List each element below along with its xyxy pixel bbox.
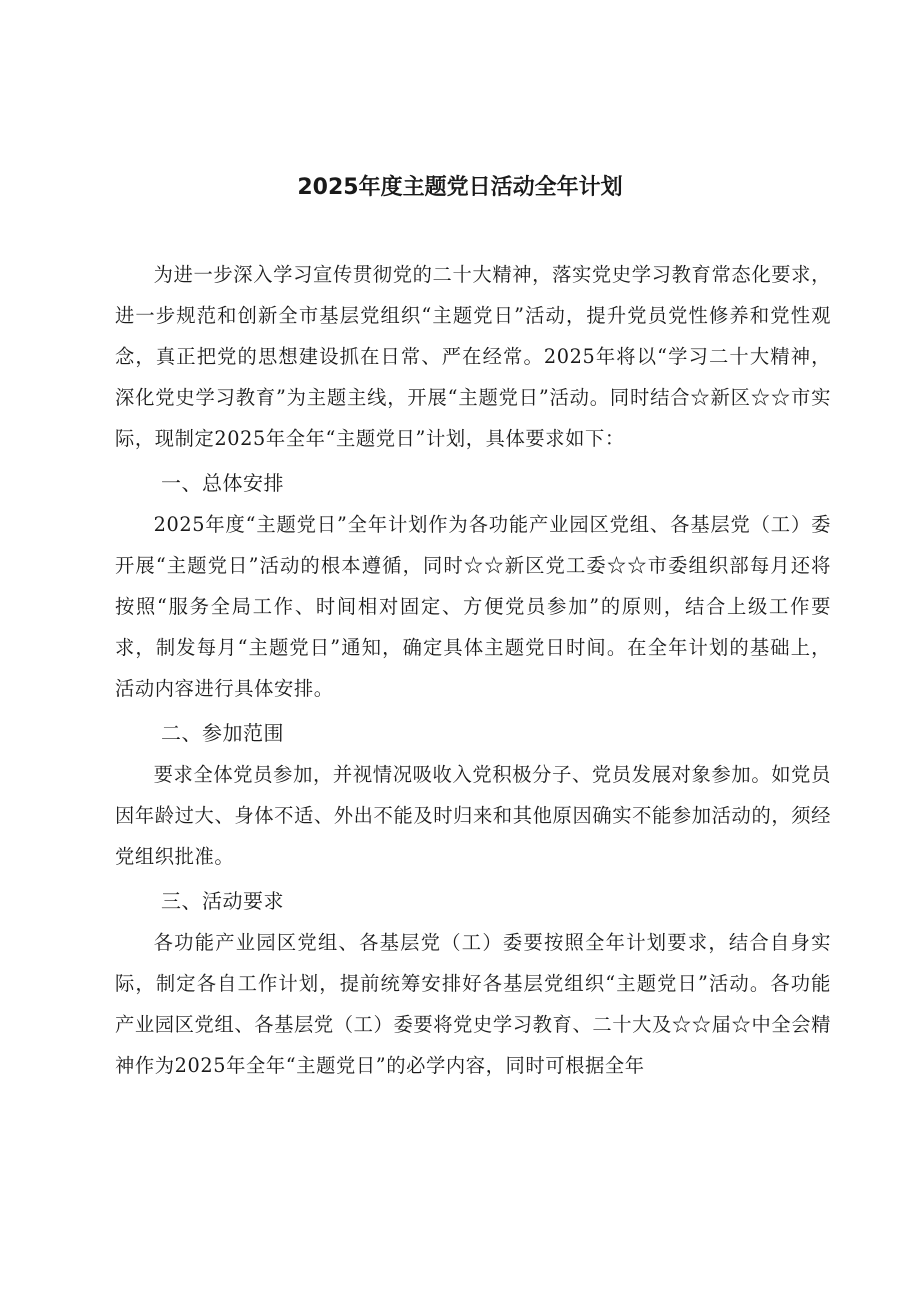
section-body-requirements: 各功能产业园区党组、各基层党（工）委要按照全年计划要求，结合自身实际，制定各自工作计划，提前统筹安排好各基层党组织“主题党日”活动。各功能产业园区党组、各基层党（工）委要将党史学习教育、二十大及☆☆届☆中全会精神作为2025年全年“主题党日”的必学内容，同时可根据全年 bbox=[115, 931, 831, 1077]
document-title: 2025年度主题党日活动全年计划 bbox=[297, 175, 623, 200]
section-heading-scope: 二、参加范围 bbox=[161, 721, 284, 745]
section-body-overall: 2025年度“主题党日”全年计划作为各功能产业园区党组、各基层党（工）委开展“主题党日”活动的根本遵循，同时☆☆新区党工委☆☆市委组织部每月还将按照“服务全局工作、时间相对固定、方便党员参加”的原则，结合上级工作要求，制发每月“主题党日”通知，确定具体主题党日时间。在全年计划的基础上，活动内容进行具体安排。 bbox=[115, 513, 831, 700]
document-body bbox=[115, 254, 831, 1086]
intro-paragraph: 为进一步深入学习宣传贯彻党的二十大精神，落实党史学习教育常态化要求，进一步规范和创新全市基层党组织“主题党日”活动，提升党员党性修养和党性观念，真正把党的思想建设抓在日常、严在经常。2025年将以“学习二十大精神，深化党史学习教育”为主题主线，开展“主题党日”活动。同时结合☆新区☆☆市实际，现制定2025年全年“主题党日”计划，具体要求如下： bbox=[115, 263, 831, 450]
section-body-scope: 要求全体党员参加，并视情况吸收入党积极分子、党员发展对象参加。如党员因年龄过大、身体不适、外出不能及时归来和其他原因确实不能参加活动的，须经党组织批准。 bbox=[115, 763, 831, 868]
section-heading-overall: 一、总体安排 bbox=[161, 471, 284, 495]
section-heading-requirements: 三、活动要求 bbox=[161, 889, 284, 913]
